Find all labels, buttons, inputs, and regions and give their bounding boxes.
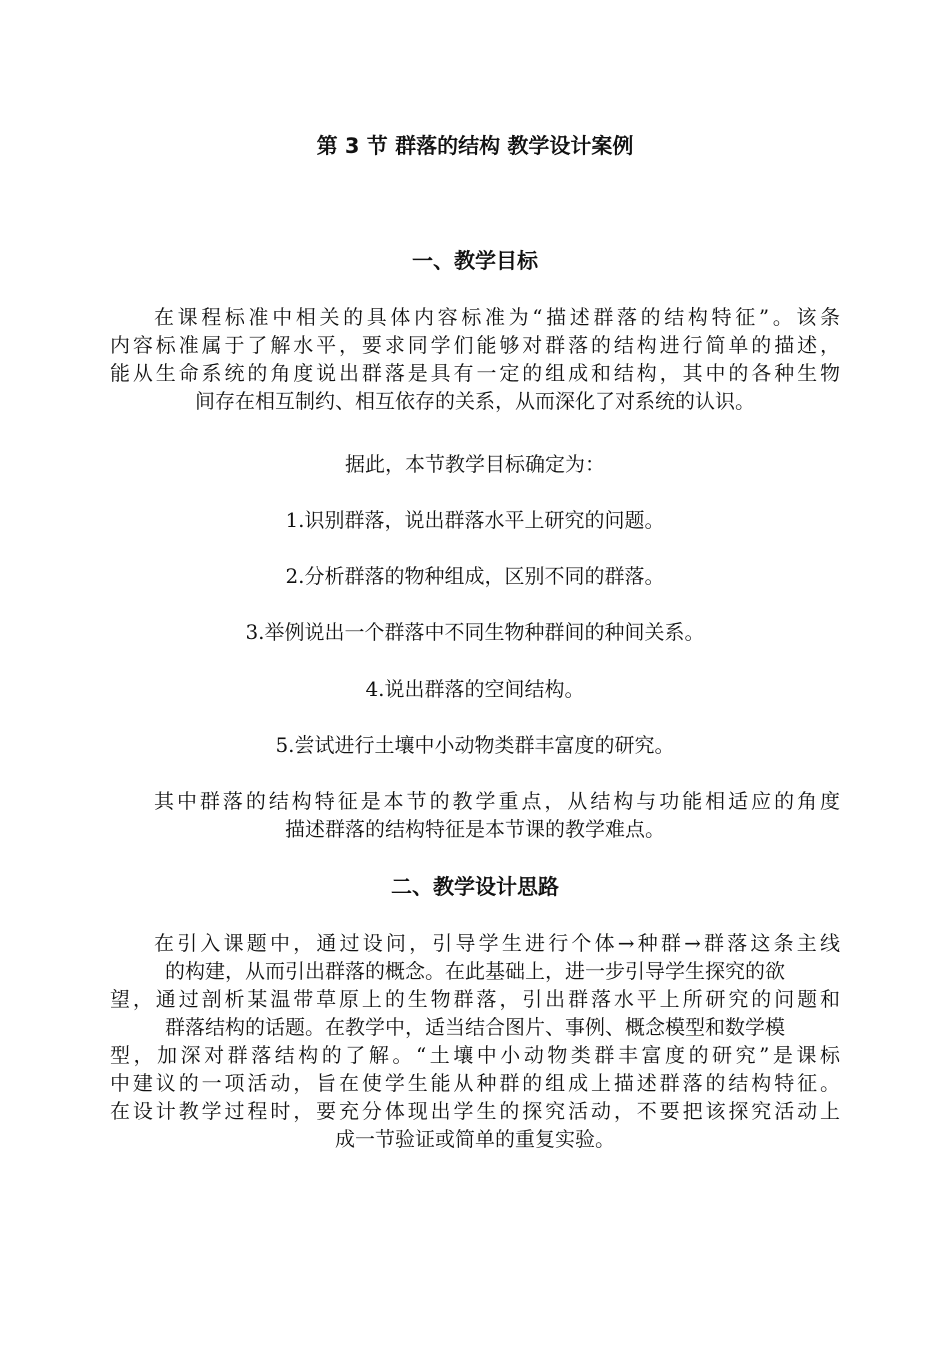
document-title: 第 3 节 群落的结构 教学设计案例 xyxy=(316,134,634,158)
objectives-lead-in: 据此，本节教学目标确定为： xyxy=(345,452,605,476)
paragraph-line: 能从生命系统的角度说出群落是具有一定的组成和结构，其中的各种生物 xyxy=(110,361,840,385)
paragraph-line: 成一节验证或简单的重复实验。 xyxy=(335,1127,615,1151)
paragraph-line: 望，通过剖析某温带草原上的生物群落，引出群落水平上所研究的问题和 xyxy=(110,987,840,1011)
objectives-closing-paragraph xyxy=(110,787,840,843)
paragraph-line: 描述群落的结构特征是本节课的教学难点。 xyxy=(285,817,665,841)
section-heading-teaching-objectives: 一、教学目标 xyxy=(412,249,538,273)
objective-item-2: 2.分析群落的物种组成，区别不同的群落。 xyxy=(285,564,665,588)
paragraph-line: 在设计教学过程时，要充分体现出学生的探究活动，不要把该探究活动上 xyxy=(110,1099,840,1123)
objective-item-1: 1.识别群落，说出群落水平上研究的问题。 xyxy=(285,508,665,532)
objectives-intro-paragraph xyxy=(110,303,840,415)
paragraph-line: 在引入课题中，通过设问，引导学生进行个体→种群→群落这条主线 xyxy=(154,931,840,955)
section-heading-design-approach: 二、教学设计思路 xyxy=(391,875,559,899)
objective-item-5: 5.尝试进行土壤中小动物类群丰富度的研究。 xyxy=(275,733,675,757)
paragraph-line: 其中群落的结构特征是本节的教学重点，从结构与功能相适应的角度 xyxy=(154,789,840,813)
paragraph-line: 中建议的一项活动，旨在使学生能从种群的组成上描述群落的结构特征。 xyxy=(110,1071,840,1095)
paragraph-line: 的构建，从而引出群落的概念。在此基础上，进一步引导学生探究的欲 xyxy=(165,959,785,983)
paragraph-line: 群落结构的话题。在教学中，适当结合图片、事例、概念模型和数学模 xyxy=(165,1015,785,1039)
paragraph-line: 在课程标准中相关的具体内容标准为“描述群落的结构特征”。该条 xyxy=(154,305,840,329)
paragraph-line: 间存在相互制约、相互依存的关系，从而深化了对系统的认识。 xyxy=(195,389,755,413)
design-approach-paragraph xyxy=(110,929,840,1153)
paragraph-line: 型，加深对群落结构的了解。“土壤中小动物类群丰富度的研究”是课标 xyxy=(110,1043,840,1067)
paragraph-line: 内容标准属于了解水平，要求同学们能够对群落的结构进行简单的描述， xyxy=(110,333,840,357)
objective-item-3: 3.举例说出一个群落中不同生物种群间的种间关系。 xyxy=(245,620,705,644)
objective-item-4: 4.说出群落的空间结构。 xyxy=(365,677,585,701)
